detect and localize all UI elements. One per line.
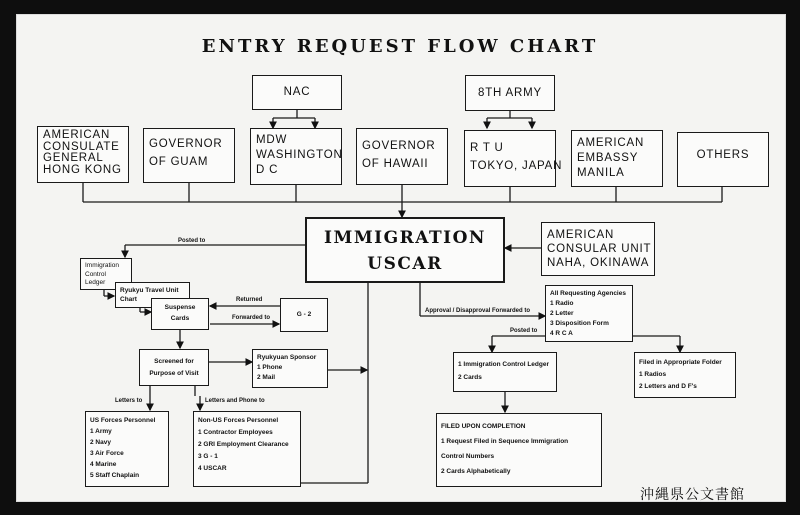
node-line: R T U (470, 142, 504, 154)
node-governor-guam (143, 128, 235, 183)
node-line: OF HAWAII (362, 158, 429, 170)
node-line: OF GUAM (149, 156, 209, 168)
label-letters-to: Letters to (115, 398, 143, 404)
node-line: MDW (256, 134, 288, 146)
node-line: AMERICAN (547, 229, 615, 241)
node-line: 3 Air Force (90, 450, 124, 457)
node-line: GENERAL (43, 152, 104, 164)
node-line: D C (256, 164, 279, 176)
node-nac (252, 75, 342, 110)
node-line: NAC (283, 86, 311, 98)
node-line: WASHINGTON (256, 149, 343, 161)
node-us-forces-personnel (85, 411, 169, 487)
chart-title: ENTRY REQUEST FLOW CHART (201, 36, 599, 57)
node-line: US Forces Personnel (90, 417, 156, 424)
label-forwarded-to: Forwarded to (232, 315, 271, 321)
node-line: 5 Staff Chaplain (90, 472, 140, 479)
node-line: HONG KONG (43, 163, 122, 176)
node-line: 8TH ARMY (478, 87, 542, 99)
node-line: Chart (120, 296, 137, 303)
node-consulate-hong-kong (37, 126, 129, 183)
node-line: Non-US Forces Personnel (198, 417, 279, 424)
node-filed-appropriate-folder (634, 352, 736, 398)
node-line: G - 2 (296, 311, 312, 318)
node-line: 2 GRI Employment Clearance (198, 441, 289, 448)
node-others (677, 132, 769, 187)
node-line: USCAR (367, 254, 443, 274)
node-line: TOKYO, JAPAN (470, 160, 563, 172)
node-rtu-tokyo (464, 130, 563, 187)
node-line: Suspense (164, 304, 196, 311)
node-line: NAHA, OKINAWA (547, 257, 650, 269)
node-line: 2 Navy (90, 439, 111, 446)
node-g2 (280, 298, 328, 332)
node-line: Control Numbers (441, 453, 495, 460)
node-line: GOVERNOR (149, 138, 223, 150)
node-consular-unit-naha (541, 222, 655, 276)
node-line: 4 Marine (90, 461, 117, 468)
node-8th-army (465, 75, 555, 111)
node-line: 4 USCAR (198, 465, 227, 472)
node-line: 1 Immigration Control Ledger (458, 361, 550, 368)
archive-watermark: 沖縄県公文書館 (640, 487, 745, 503)
node-line: 2 Letter (550, 310, 574, 317)
node-line: GOVERNOR (362, 140, 436, 152)
node-line: 3 Disposition Form (550, 320, 609, 327)
node-embassy-manila (571, 130, 663, 187)
label-approval-disapproval: Approval / Disapproval Forwarded to (425, 308, 531, 314)
node-control-ledger-cards (453, 352, 557, 392)
node-line: 2 Letters and D F's (639, 383, 697, 390)
node-ryukyuan-sponsor (252, 349, 328, 388)
node-line: CONSULAR UNIT (547, 243, 652, 255)
node-line: 1 Radio (550, 300, 574, 307)
label-letters-and-phone-to: Letters and Phone to (205, 398, 265, 404)
node-line: AMERICAN (577, 137, 645, 149)
label-posted-to-cards: Posted to (510, 328, 538, 334)
node-suspense-cards (151, 298, 209, 330)
node-line: CONSULATE (43, 140, 120, 153)
node-line: Filed in Appropriate Folder (639, 359, 722, 366)
node-line: 1 Request Filed in Sequence Immigration (441, 438, 569, 445)
node-line: 3 G - 1 (198, 453, 218, 460)
node-line: Ryukyuan Sponsor (257, 354, 317, 361)
node-governor-hawaii (356, 128, 448, 185)
node-non-us-forces-personnel (193, 411, 301, 487)
node-line: 1 Radios (639, 371, 667, 378)
node-line: Purpose of Visit (149, 370, 199, 377)
node-line: MANILA (577, 167, 625, 179)
node-filed-upon-completion (436, 413, 602, 487)
node-line: 2 Mail (257, 374, 276, 381)
node-line: 1 Contractor Employees (198, 429, 273, 436)
node-line: 1 Phone (257, 364, 283, 371)
node-all-requesting-agencies (545, 285, 633, 342)
node-line: Screened for (154, 358, 194, 365)
node-line: IMMIGRATION (324, 228, 486, 248)
node-line: Ryukyu Travel Unit (120, 287, 179, 294)
label-posted-to-ledger: Posted to (178, 238, 206, 244)
node-mdw-washington (250, 128, 342, 185)
node-line: 1 Army (90, 428, 112, 435)
node-line: 2 Cards (458, 374, 482, 381)
node-line: Control (85, 270, 106, 278)
node-line: Cards (170, 315, 190, 322)
node-line: Immigration (85, 262, 119, 269)
node-line: EMBASSY (577, 152, 639, 164)
node-line: AMERICAN (43, 129, 111, 141)
node-line: 4 R C A (550, 330, 573, 337)
node-line: FILED UPON COMPLETION (441, 423, 526, 430)
node-line: OTHERS (696, 149, 750, 161)
node-line: Ledger (85, 279, 106, 286)
node-line: 2 Cards Alphabetically (441, 468, 511, 475)
node-line: All Requesting Agencies (550, 290, 626, 297)
label-returned: Returned (236, 297, 263, 303)
node-immigration-uscar (305, 217, 505, 283)
node-screened-purpose (139, 349, 209, 386)
